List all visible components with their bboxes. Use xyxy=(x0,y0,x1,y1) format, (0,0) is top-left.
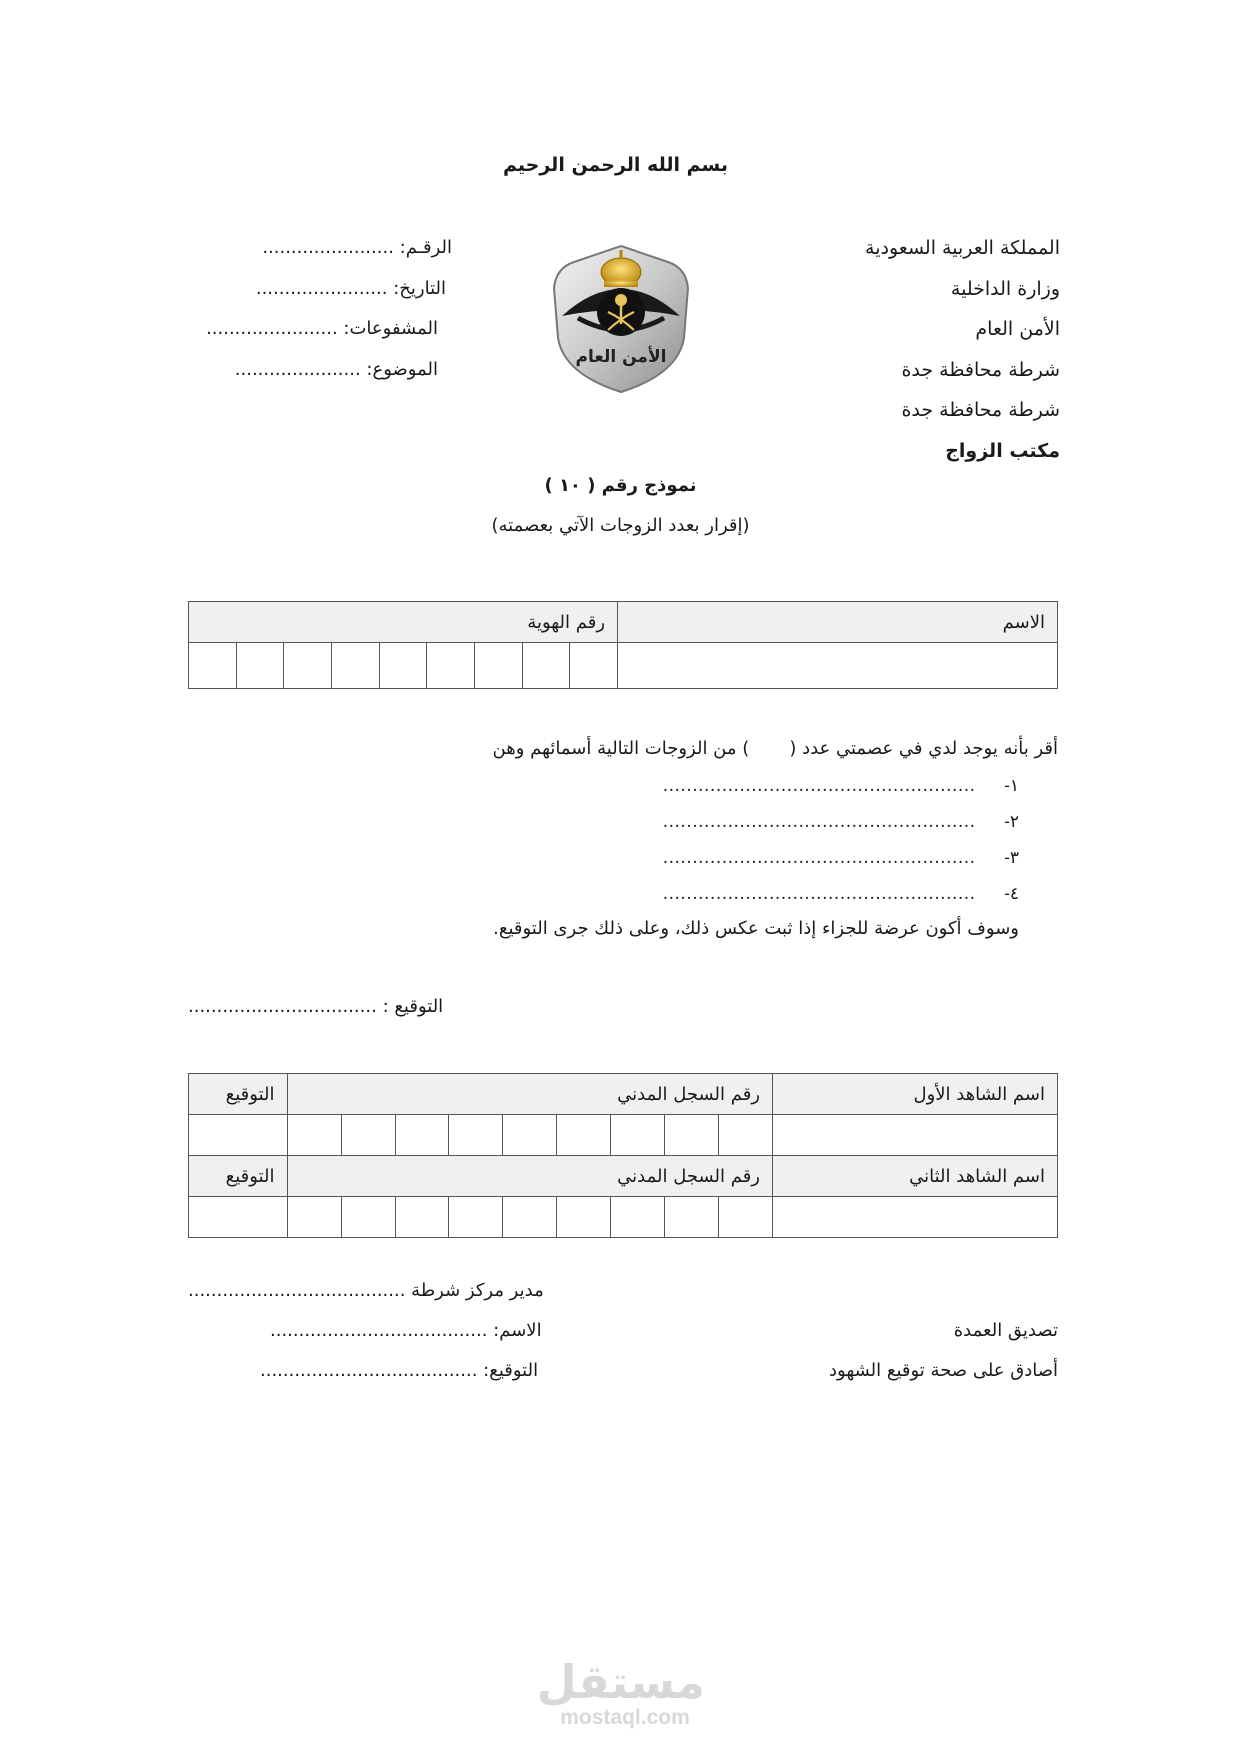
civil-digit-cell[interactable] xyxy=(719,1115,773,1156)
attachments-value[interactable]: ....................... xyxy=(206,318,338,339)
wife-name-blank[interactable]: ..................................................... xyxy=(662,848,976,868)
svg-text:الأمن العام: الأمن العام xyxy=(575,347,667,367)
wife-entry-2[interactable] xyxy=(663,812,1019,832)
wife-number: ١- xyxy=(1004,776,1019,796)
attachments-label: المشفوعات: xyxy=(343,318,438,339)
police-director-field[interactable] xyxy=(188,1280,544,1301)
signature-blank[interactable]: ................................. xyxy=(188,996,377,1017)
civil-digit-cell[interactable] xyxy=(449,1115,503,1156)
civil-digit-cell[interactable] xyxy=(503,1197,557,1238)
witness-1-name-header: اسم الشاهد الأول xyxy=(773,1074,1058,1115)
date-field[interactable] xyxy=(190,269,452,310)
umda-certification-title: تصديق العمدة xyxy=(953,1320,1058,1341)
reference-fields-block xyxy=(190,228,452,390)
wife-entry-1[interactable] xyxy=(663,776,1019,796)
civil-digit-cell[interactable] xyxy=(719,1197,773,1238)
declaration-closing: وسوف أكون عرضة للجزاء إذا ثبت عكس ذلك، وعلى ذلك جرى التوقيع. xyxy=(493,918,1019,939)
witness-1-civil-header: رقم السجل المدني xyxy=(287,1074,773,1115)
watermark-english: mostaql.com xyxy=(560,1706,690,1729)
id-digit-cell[interactable] xyxy=(236,643,284,689)
id-digit-cell[interactable] xyxy=(189,643,237,689)
civil-digit-cell[interactable] xyxy=(611,1197,665,1238)
attachments-field[interactable] xyxy=(190,309,452,350)
witness-1-name-cell[interactable] xyxy=(773,1115,1058,1156)
mostaql-watermark xyxy=(536,1655,705,1730)
wife-number: ٣- xyxy=(1004,848,1019,868)
authority-line-kingdom: المملكة العربية السعودية xyxy=(865,237,1060,259)
civil-digit-cell[interactable] xyxy=(665,1197,719,1238)
id-digit-cell[interactable] xyxy=(332,643,380,689)
witness-2-name-cell[interactable] xyxy=(773,1197,1058,1238)
authority-line-police-2: شرطة محافظة جدة xyxy=(901,399,1060,421)
civil-digit-cell[interactable] xyxy=(557,1197,611,1238)
name-input-cell[interactable] xyxy=(618,643,1058,689)
civil-digit-cell[interactable] xyxy=(557,1115,611,1156)
civil-digit-cell[interactable] xyxy=(665,1115,719,1156)
wife-entry-3[interactable] xyxy=(663,848,1019,868)
witness-1-signature-header: التوقيع xyxy=(189,1074,288,1115)
form-subtitle: (إقرار بعدد الزوجات الآتي بعصمته) xyxy=(491,515,750,536)
civil-digit-cell[interactable] xyxy=(287,1115,341,1156)
id-digit-cell[interactable] xyxy=(379,643,427,689)
umda-name-field[interactable] xyxy=(270,1320,542,1341)
id-digit-cell[interactable] xyxy=(570,643,618,689)
id-number-header: رقم الهوية xyxy=(189,602,618,643)
wife-name-blank[interactable]: ..................................................... xyxy=(662,884,976,904)
umda-certification-text: أصادق على صحة توقيع الشهود xyxy=(829,1360,1058,1381)
umda-signature-label: التوقيع: xyxy=(483,1360,539,1381)
issuing-authority-block xyxy=(865,228,1060,471)
wife-name-blank[interactable]: ..................................................... xyxy=(662,812,976,832)
umda-signature-field[interactable] xyxy=(260,1360,538,1381)
signature-label: التوقيع : xyxy=(382,996,444,1017)
witness-2-name-header: اسم الشاهد الثاني xyxy=(773,1156,1058,1197)
subject-field[interactable] xyxy=(190,350,452,391)
id-digit-cell[interactable] xyxy=(427,643,475,689)
subject-label: الموضوع: xyxy=(366,358,438,380)
umda-name-blank[interactable]: ...................................... xyxy=(270,1320,488,1341)
declaration-text: أقر بأنه يوجد لدي في عصمتي عدد ( ) من الزوجات التالية أسمائهم وهن xyxy=(492,738,1058,759)
wife-number: ٢- xyxy=(1004,812,1019,832)
civil-digit-cell[interactable] xyxy=(503,1115,557,1156)
police-director-label: مدير مركز شرطة xyxy=(411,1280,544,1301)
wife-number: ٤- xyxy=(1004,884,1019,904)
date-label: التاريخ: xyxy=(393,277,446,299)
umda-name-label: الاسم: xyxy=(493,1320,542,1341)
civil-digit-cell[interactable] xyxy=(395,1197,449,1238)
id-digit-cell[interactable] xyxy=(522,643,570,689)
date-value[interactable]: ....................... xyxy=(255,277,388,299)
wife-name-blank[interactable]: ..................................................... xyxy=(662,776,976,796)
witness-1-signature-cell[interactable] xyxy=(189,1115,288,1156)
civil-digit-cell[interactable] xyxy=(449,1197,503,1238)
reference-number-field[interactable] xyxy=(190,228,452,269)
umda-signature-blank[interactable]: ...................................... xyxy=(260,1360,478,1381)
identity-table xyxy=(188,601,1058,689)
id-digit-cell[interactable] xyxy=(475,643,523,689)
authority-line-public-security: الأمن العام xyxy=(975,318,1060,340)
witness-2-signature-cell[interactable] xyxy=(189,1197,288,1238)
authority-line-marriage-office: مكتب الزواج xyxy=(945,439,1060,462)
public-security-emblem-icon xyxy=(548,242,694,396)
id-digit-cell[interactable] xyxy=(284,643,332,689)
civil-digit-cell[interactable] xyxy=(395,1115,449,1156)
police-director-blank[interactable]: ...................................... xyxy=(188,1280,406,1301)
form-title: نموذج رقم ( ١٠ ) xyxy=(544,475,697,496)
witnesses-table xyxy=(188,1073,1058,1238)
basmala-heading: بسم الله الرحمن الرحيم xyxy=(503,154,728,176)
civil-digit-cell[interactable] xyxy=(611,1115,665,1156)
wife-entry-4[interactable] xyxy=(663,884,1019,904)
witness-2-civil-header: رقم السجل المدني xyxy=(287,1156,773,1197)
watermark-arabic: مستقل xyxy=(536,1655,705,1709)
reference-number-label: الرقـم: xyxy=(399,237,452,258)
authority-line-police-1: شرطة محافظة جدة xyxy=(901,358,1060,381)
subject-value[interactable]: ...................... xyxy=(234,358,361,380)
declarant-signature-field[interactable] xyxy=(188,996,443,1017)
reference-number-value[interactable]: ....................... xyxy=(262,237,394,258)
civil-digit-cell[interactable] xyxy=(287,1197,341,1238)
name-header: الاسم xyxy=(618,602,1058,643)
civil-digit-cell[interactable] xyxy=(341,1197,395,1238)
witness-2-signature-header: التوقيع xyxy=(189,1156,288,1197)
civil-digit-cell[interactable] xyxy=(341,1115,395,1156)
authority-line-ministry: وزارة الداخلية xyxy=(950,277,1060,300)
